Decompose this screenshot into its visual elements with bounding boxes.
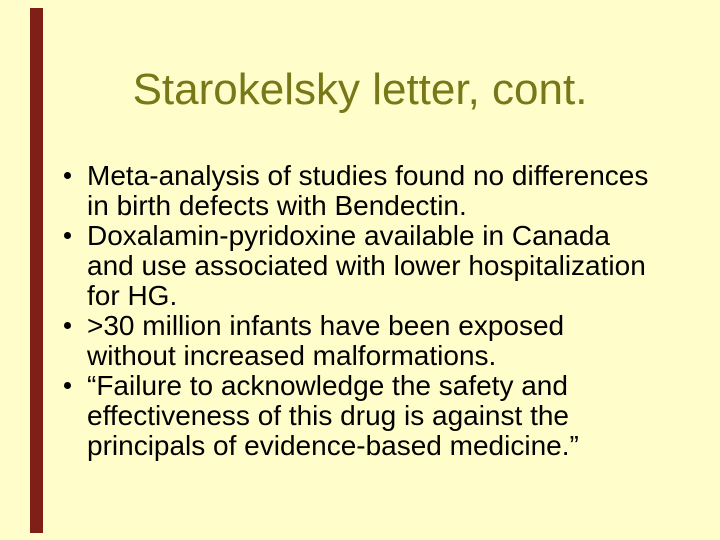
bullet-text-line: effectiveness of this drug is against the	[87, 400, 569, 431]
bullet-text-line: Doxalamin-pyridoxine available in Canada	[87, 220, 610, 251]
bullet-icon	[64, 382, 71, 389]
slide-title: Starokelsky letter, cont.	[132, 65, 588, 114]
bullet-icon	[64, 322, 71, 329]
bullet-icon	[64, 232, 71, 239]
bullet-item	[63, 221, 683, 311]
bullet-list	[63, 161, 683, 461]
bullet-text-line: Meta-analysis of studies found no differences	[87, 160, 649, 191]
bullet-item	[63, 371, 683, 461]
bullet-text-line: and use associated with lower hospitalization	[87, 250, 646, 281]
bullet-item	[63, 161, 683, 221]
bullet-text-line: principals of evidence-based medicine.”	[87, 430, 579, 461]
bullet-text-line: in birth defects with Bendectin.	[87, 190, 467, 221]
bullet-text-line: without increased malformations.	[87, 340, 497, 371]
bullet-text-line: >30 million infants have been exposed	[87, 310, 565, 341]
bullet-text-line: for HG.	[87, 280, 178, 311]
bullet-icon	[64, 172, 71, 179]
bullet-text-line: “Failure to acknowledge the safety and	[87, 370, 568, 401]
bullet-item	[63, 311, 683, 371]
